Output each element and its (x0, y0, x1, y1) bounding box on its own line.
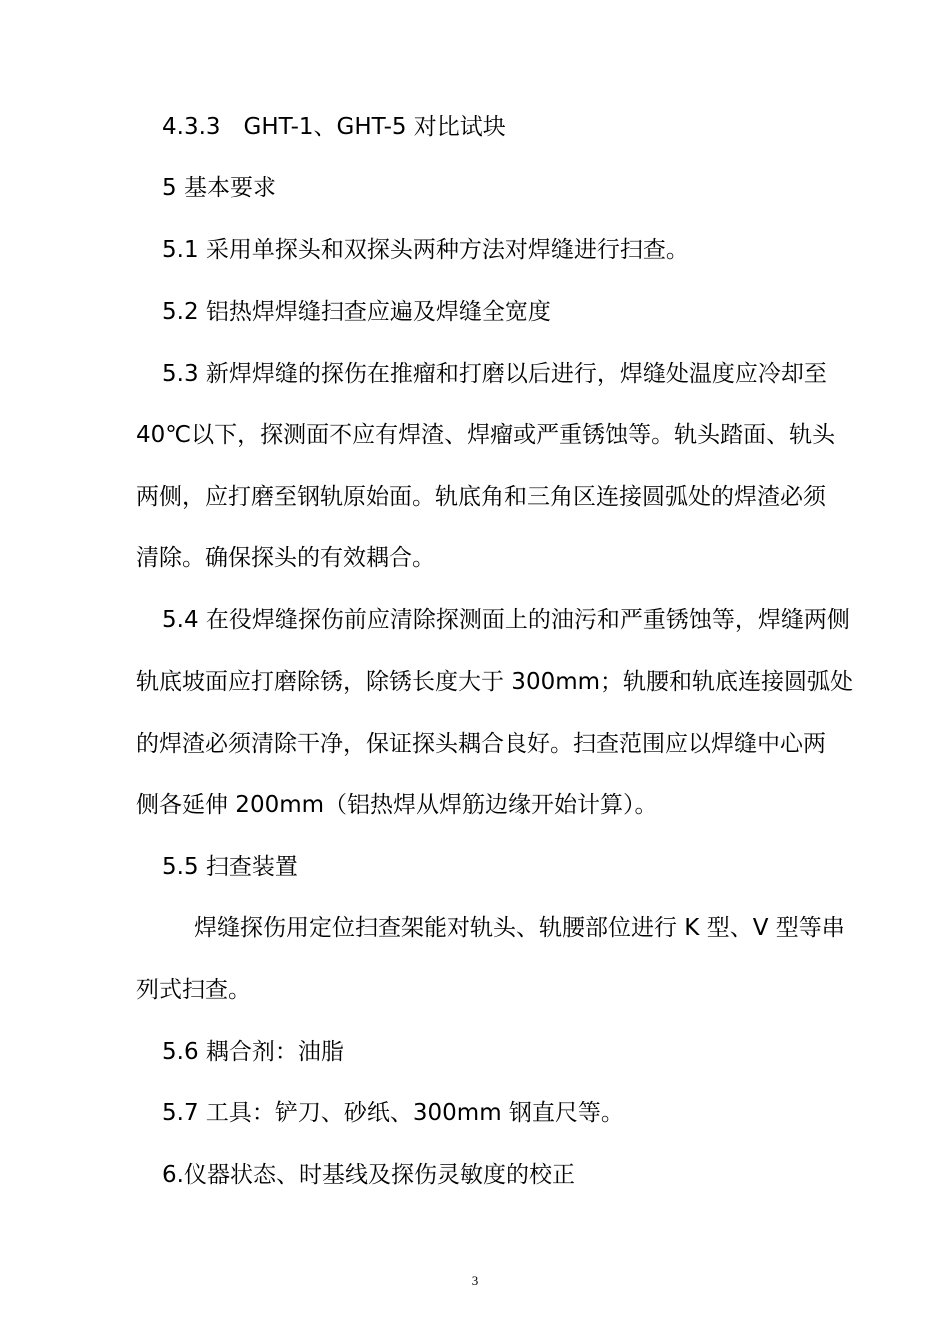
item-5-6: 5.6 耦合剂：油脂 (162, 1039, 344, 1065)
item-5-5: 5.5 扫查装置 (162, 854, 298, 880)
heading-5: 5 基本要求 (162, 175, 276, 201)
item-5-4-line-3: 的焊渣必须清除干净，保证探头耦合良好。扫查范围应以焊缝中心两 (136, 731, 826, 757)
item-5-5-body-line-1: 焊缝探伤用定位扫查架能对轨头、轨腰部位进行 K 型、V 型等串 (194, 915, 845, 941)
item-5-1: 5.1 采用单探头和双探头两种方法对焊缝进行扫查。 (162, 237, 689, 263)
item-5-3-line-2: 40℃以下，探测面不应有焊渣、焊瘤或严重锈蚀等。轨头踏面、轨头 (136, 422, 836, 448)
item-5-4-line-1: 5.4 在役焊缝探伤前应清除探测面上的油污和严重锈蚀等，焊缝两侧 (162, 607, 850, 633)
item-5-3-line-4: 清除。确保探头的有效耦合。 (136, 545, 435, 571)
item-5-7: 5.7 工具：铲刀、砂纸、300mm 钢直尺等。 (162, 1100, 624, 1126)
item-5-5-body-line-2: 列式扫查。 (136, 977, 251, 1003)
heading-4-3-3: 4.3.3 GHT-1、GHT-5 对比试块 (162, 114, 506, 140)
heading-6: 6.仪器状态、时基线及探伤灵敏度的校正 (162, 1162, 575, 1188)
item-5-2: 5.2 铝热焊焊缝扫查应遍及焊缝全宽度 (162, 299, 551, 325)
item-5-4-line-2: 轨底坡面应打磨除锈，除锈长度大于 300mm；轨腰和轨底连接圆弧处 (136, 669, 854, 695)
item-5-4-line-4: 侧各延伸 200mm（铝热焊从焊筋边缘开始计算）。 (136, 792, 658, 818)
item-5-3-line-1: 5.3 新焊焊缝的探伤在推瘤和打磨以后进行，焊缝处温度应冷却至 (162, 361, 827, 387)
item-5-3-line-3: 两侧，应打磨至钢轨原始面。轨底角和三角区连接圆弧处的焊渣必须 (136, 484, 826, 510)
page-number: 3 (471, 1273, 479, 1288)
